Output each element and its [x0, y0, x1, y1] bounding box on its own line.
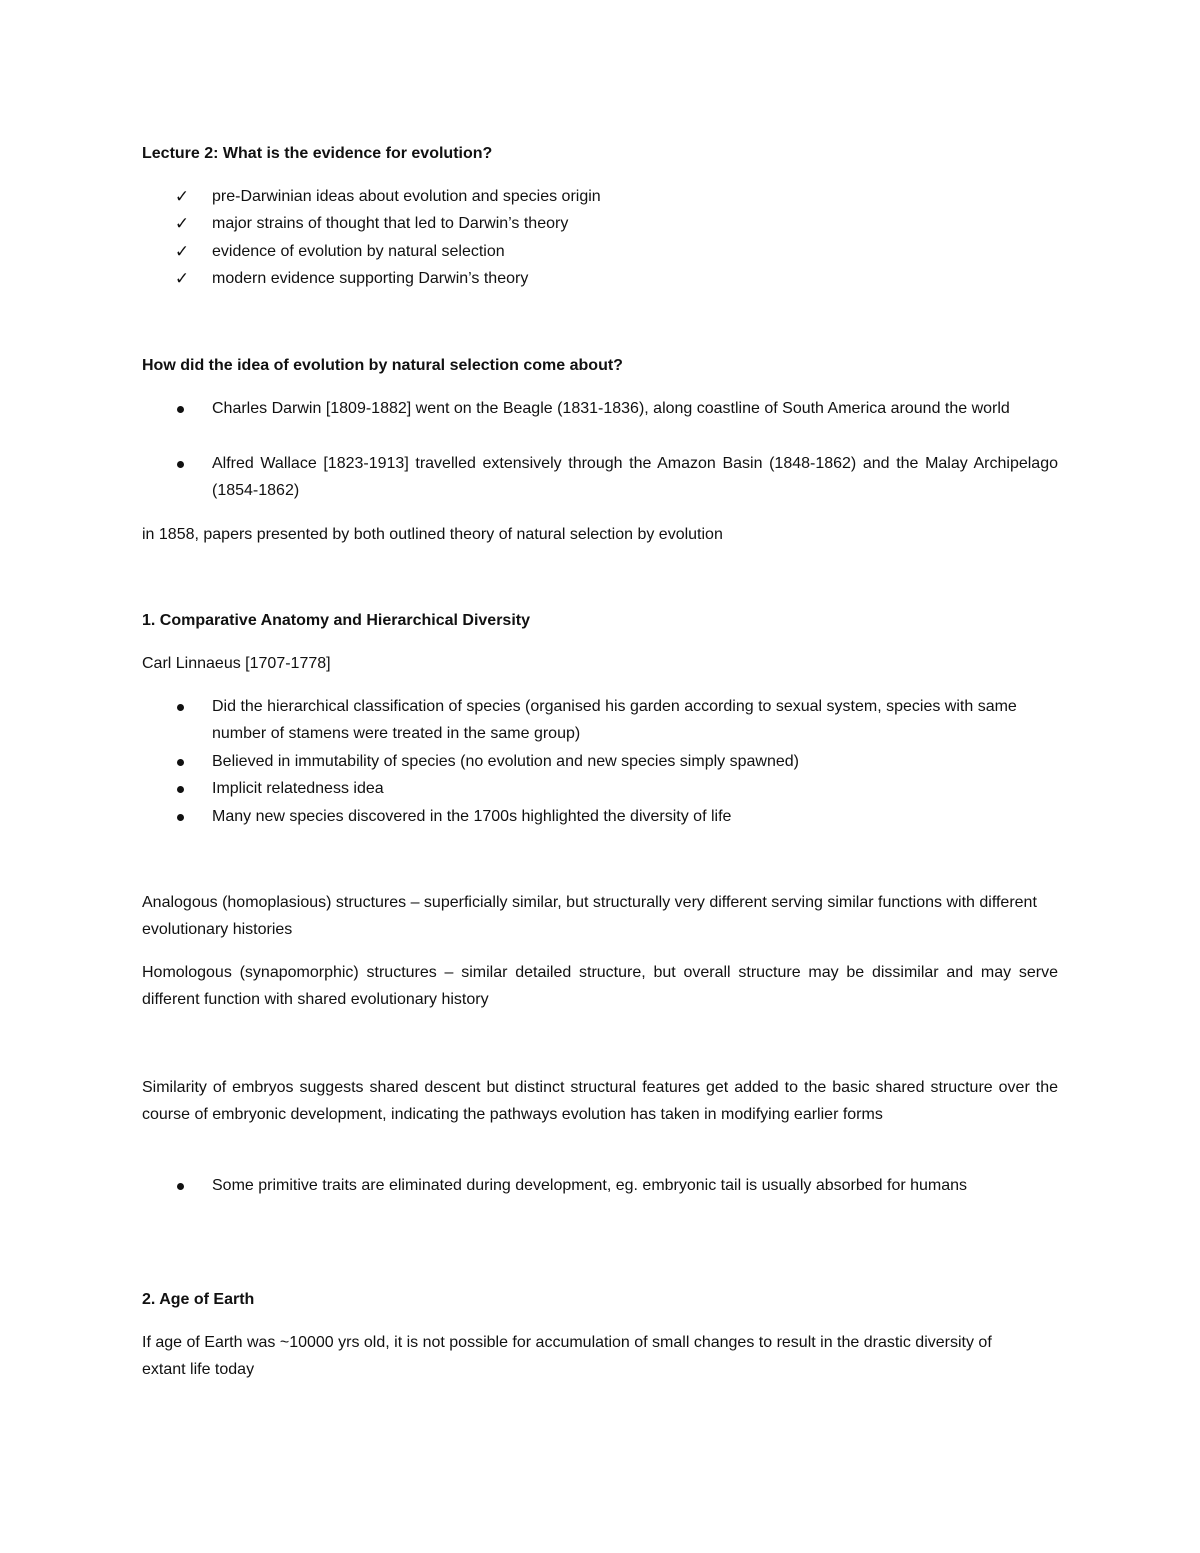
- embryo-bullet-text: Some primitive traits are eliminated during development, eg. embryonic tail is usually absorbed for humans: [212, 1177, 968, 1194]
- section1-bullet-text: Believed in immutability of species (no evolution and new species simply spawned): [212, 753, 799, 770]
- bullet-icon: [177, 1183, 184, 1190]
- bullet-icon: [177, 461, 184, 468]
- bullet-icon: [177, 704, 184, 711]
- section1-heading: 1. Comparative Anatomy and Hierarchical Diversity: [142, 612, 530, 629]
- section1-bullet-text: Implicit relatedness idea: [212, 780, 384, 797]
- checkmark-icon: ✓: [174, 187, 190, 206]
- section1-bullet-text: Many new species discovered in the 1700s highlighted the diversity of life: [212, 808, 732, 825]
- objective-text: evidence of evolution by natural selection: [212, 243, 505, 260]
- bullet-icon: [177, 814, 184, 821]
- embryo-paragraph: Similarity of embryos suggests shared descent but distinct structural features get added to the basic shared structure over the course of embryonic development, indicating the pathways evolution has taken in modifying earlier forms: [142, 1079, 1058, 1123]
- history-bullet-text: Charles Darwin [1809-1882] went on the Beagle (1831-1836), along coastline of South America around the world: [212, 400, 1010, 417]
- bullet-icon: [177, 406, 184, 413]
- lecture-title: Lecture 2: What is the evidence for evolution?: [142, 145, 493, 162]
- section2-text: If age of Earth was ~10000 yrs old, it is not possible for accumulation of small changes to result in the drastic diversity of extant life today: [142, 1334, 992, 1378]
- history-note: in 1858, papers presented by both outlined theory of natural selection by evolution: [142, 526, 723, 543]
- objective-text: pre-Darwinian ideas about evolution and species origin: [212, 188, 601, 205]
- history-heading: How did the idea of evolution by natural selection come about?: [142, 357, 623, 374]
- homologous-paragraph: Homologous (synapomorphic) structures – similar detailed structure, but overall structure may be dissimilar and may serve different function with shared evolutionary history: [142, 964, 1058, 1008]
- section2-heading: 2. Age of Earth: [142, 1291, 255, 1308]
- history-bullet-text: Alfred Wallace [1823-1913] travelled extensively through the Amazon Basin (1848-1862) and the Malay Archipelago (1854-1862): [212, 455, 1058, 499]
- bullet-icon: [177, 786, 184, 793]
- objective-text: modern evidence supporting Darwin’s theory: [212, 270, 529, 287]
- checkmark-icon: ✓: [174, 214, 190, 233]
- section1-bullet-text: Did the hierarchical classification of species (organised his garden according to sexual system, species with same number of stamens were treated in the same group): [212, 698, 1017, 742]
- checkmark-icon: ✓: [174, 242, 190, 261]
- objective-text: major strains of thought that led to Darwin’s theory: [212, 215, 569, 232]
- analogous-paragraph: Analogous (homoplasious) structures – superficially similar, but structurally very different serving similar functions with different evolutionary histories: [142, 894, 1037, 938]
- section1-person: Carl Linnaeus [1707-1778]: [142, 655, 331, 672]
- checkmark-icon: ✓: [174, 269, 190, 288]
- bullet-icon: [177, 759, 184, 766]
